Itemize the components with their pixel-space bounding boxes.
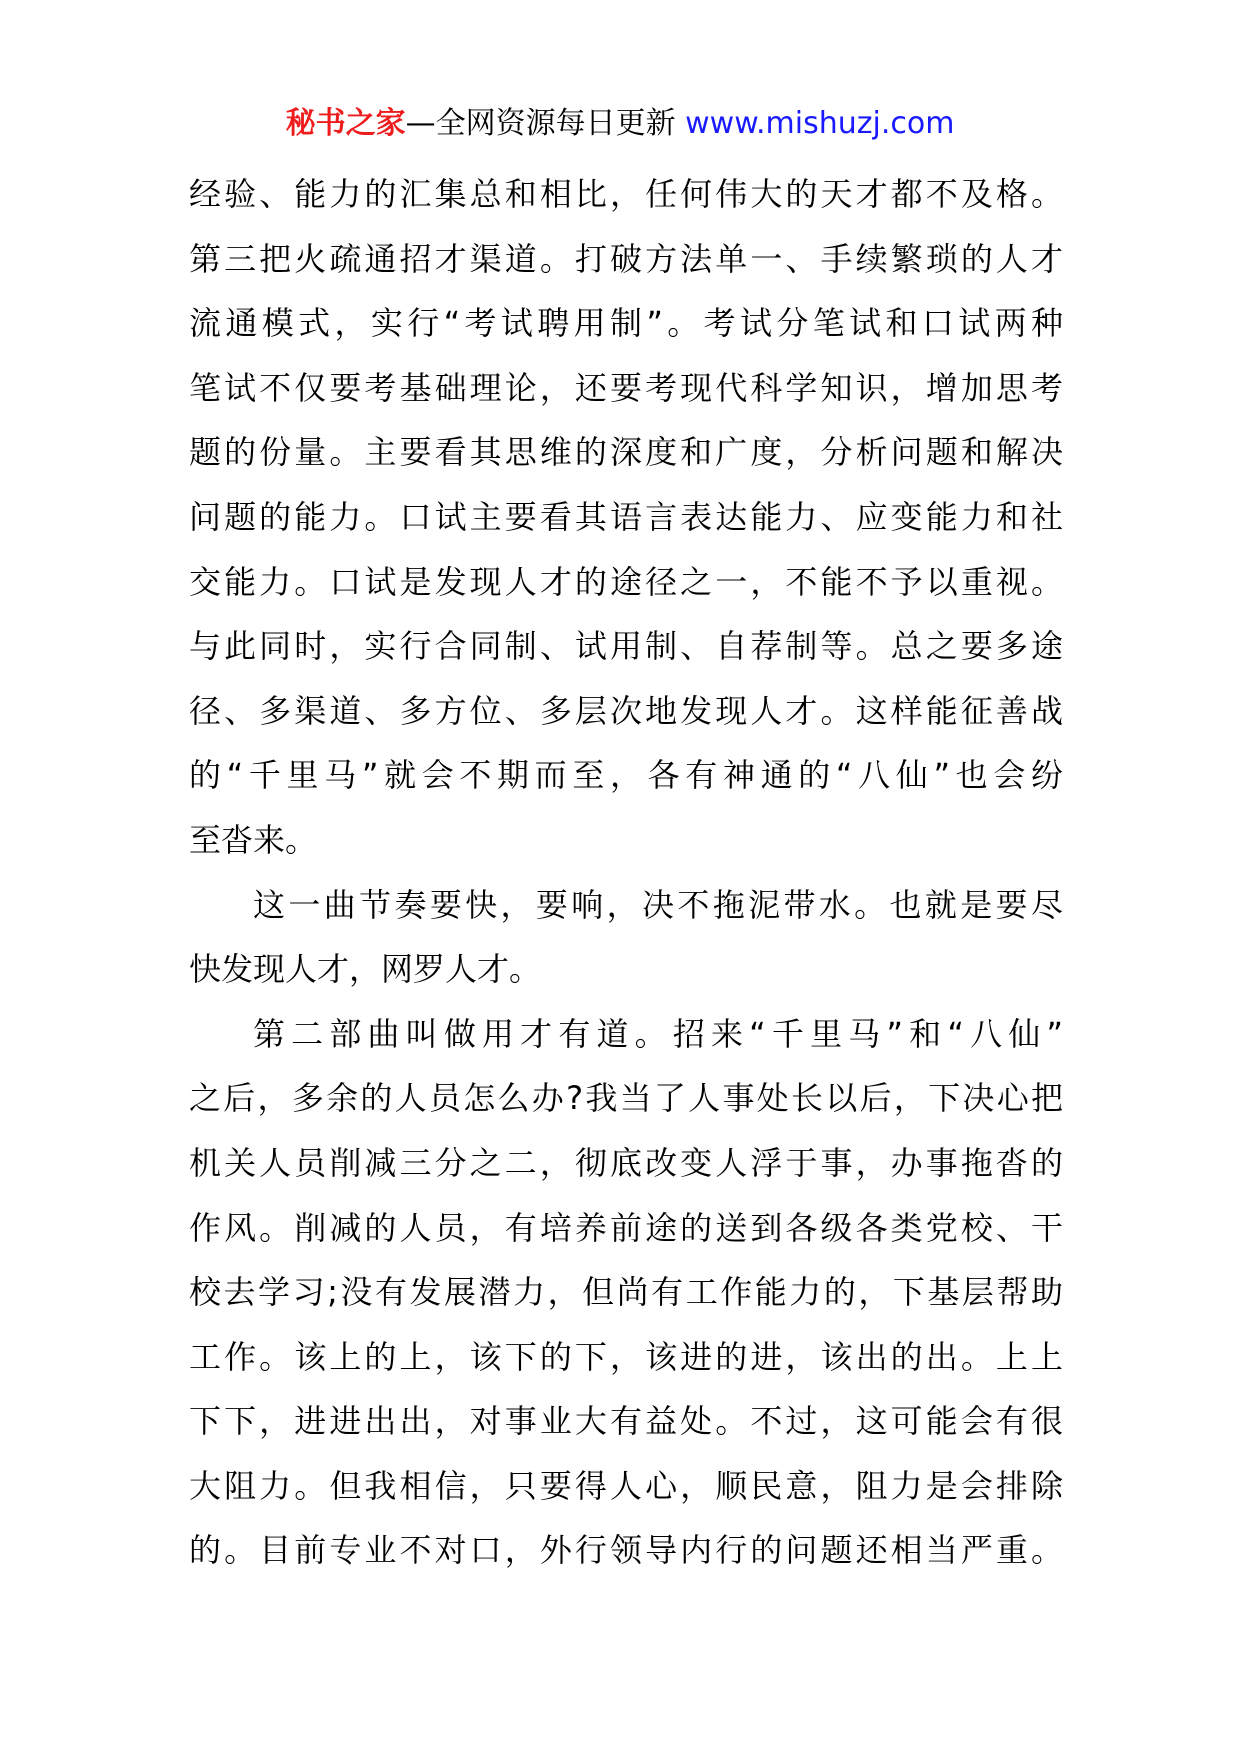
- site-url-link[interactable]: www.mishuzj.com: [685, 106, 955, 141]
- text-line: 笔试不仅要考基础理论，还要考现代科学知识，增加思考: [189, 368, 1063, 407]
- text-line: 流通模式，实行“考试聘用制”。考试分笔试和口试两种: [189, 304, 1063, 343]
- text-line: 下下，进进出出，对事业大有益处。不过，这可能会有很: [189, 1402, 1063, 1441]
- text-line: 大阻力。但我相信，只要得人心，顺民意，阻力是会排除: [189, 1466, 1063, 1505]
- page-header: [0, 102, 1240, 146]
- paragraph-first-line: 第二部曲叫做用才有道。招来“千里马”和“八仙”: [253, 1014, 1063, 1053]
- text-line: 径、多渠道、多方位、多层次地发现人才。这样能征善战: [189, 691, 1063, 730]
- text-line: 交能力。口试是发现人才的途径之一，不能不予以重视。: [189, 562, 1063, 601]
- text-line: 与此同时，实行合同制、试用制、自荐制等。总之要多途: [189, 627, 1063, 666]
- document-body: [189, 162, 1063, 1583]
- text-line: 至沓来。: [189, 820, 318, 859]
- text-line: 问题的能力。口试主要看其语言表达能力、应变能力和社: [189, 497, 1063, 536]
- text-line: 的“千里马”就会不期而至，各有神通的“八仙”也会纷: [189, 756, 1063, 795]
- text-line: 机关人员削减三分之二，彻底改变人浮于事，办事拖沓的: [189, 1143, 1063, 1182]
- text-line: 作风。削减的人员，有培养前途的送到各级各类党校、干: [189, 1208, 1063, 1247]
- text-line: 工作。该上的上，该下的下，该进的进，该出的出。上上: [189, 1337, 1063, 1376]
- site-tagline: —全网资源每日更新: [405, 106, 686, 141]
- text-line: 题的份量。主要看其思维的深度和广度，分析问题和解决: [189, 433, 1063, 472]
- text-line: 校去学习;没有发展潜力，但尚有工作能力的，下基层帮助: [189, 1273, 1063, 1312]
- text-line: 快发现人才，网罗人才。: [189, 950, 542, 989]
- site-brand: 秘书之家: [285, 106, 406, 141]
- text-line: 第三把火疏通招才渠道。打破方法单一、手续繁琐的人才: [189, 239, 1063, 278]
- text-line: 经验、能力的汇集总和相比，任何伟大的天才都不及格。: [189, 175, 1063, 213]
- text-line: 的。目前专业不对口，外行领导内行的问题还相当严重。: [189, 1531, 1063, 1570]
- paragraph-first-line: 这一曲节奏要快，要响，决不拖泥带水。也就是要尽: [253, 885, 1063, 924]
- text-line: 之后，多余的人员怎么办?我当了人事处长以后，下决心把: [189, 1079, 1063, 1118]
